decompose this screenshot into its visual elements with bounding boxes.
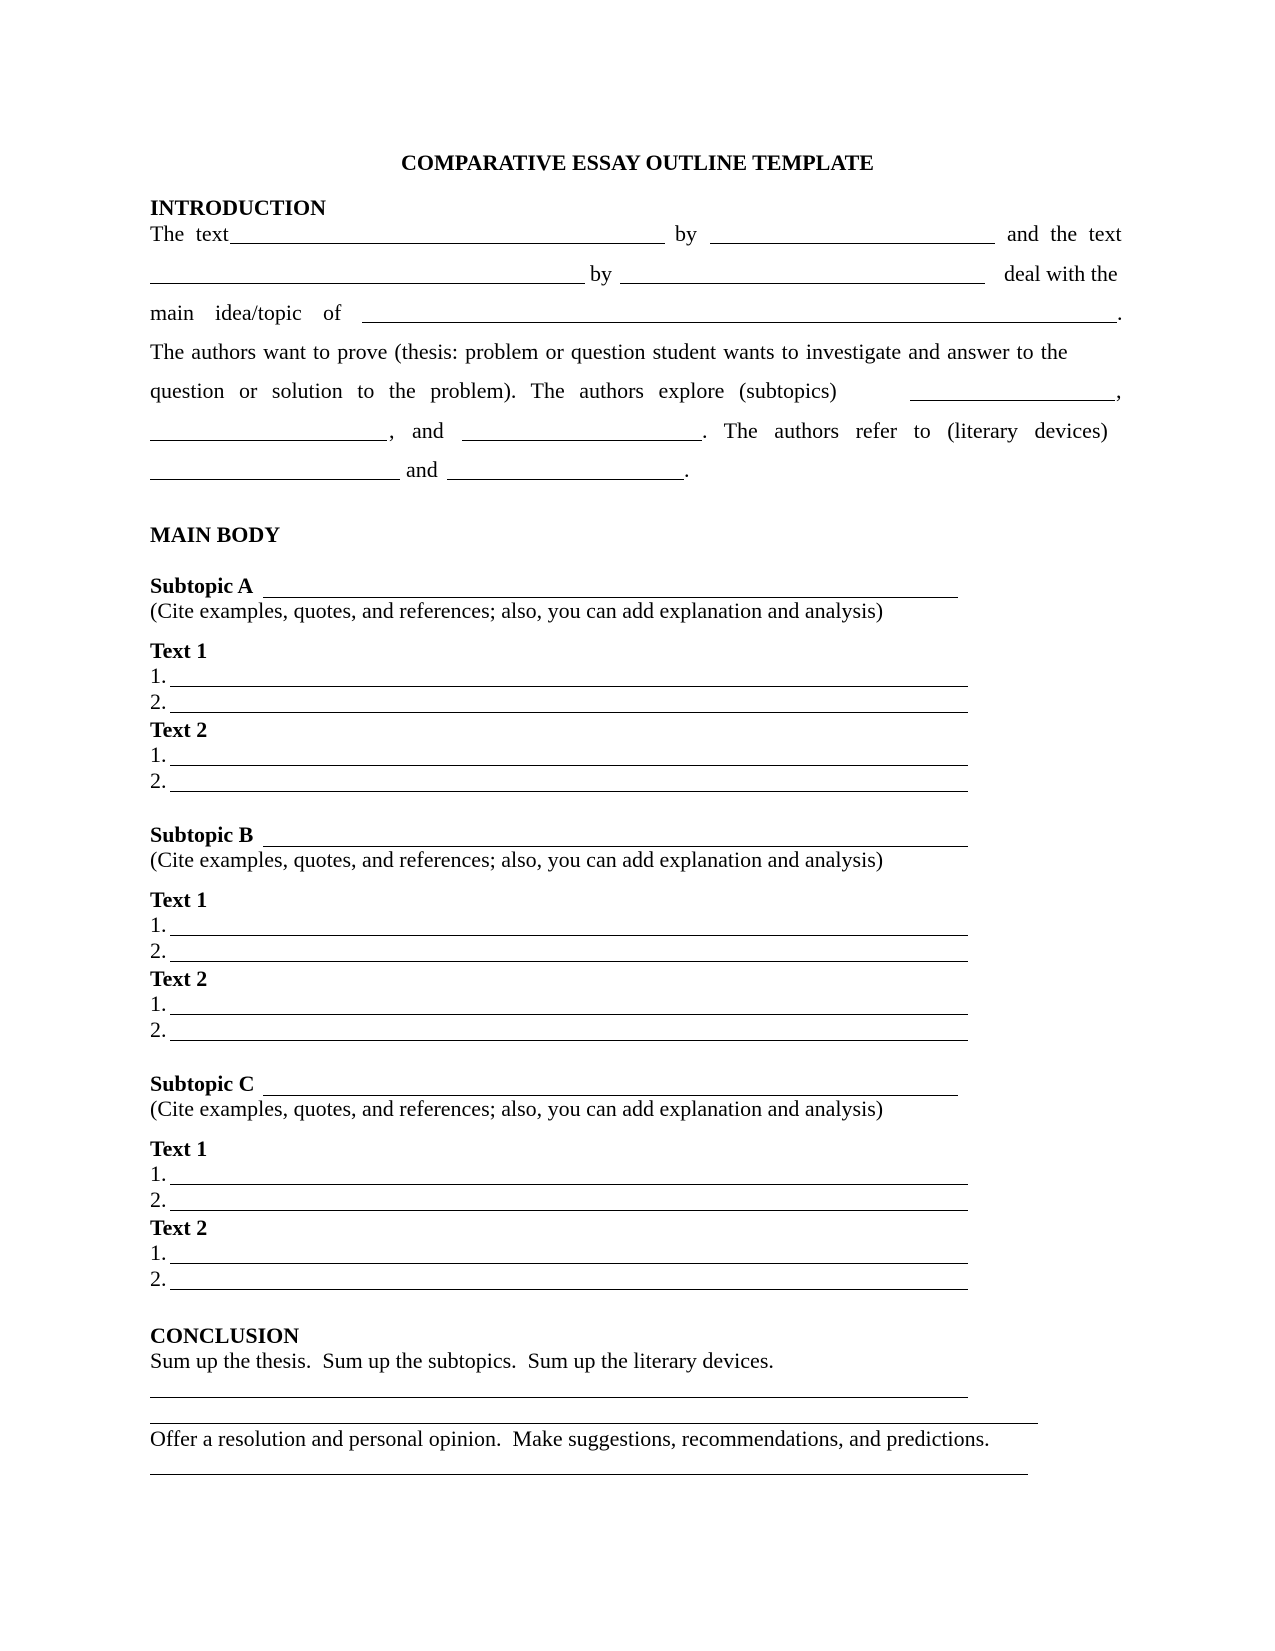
- subtopic-b-label: Subtopic B: [150, 822, 254, 847]
- subtopic-a-text2-item1-num: 1.: [150, 742, 167, 767]
- intro-line7-and: and: [406, 457, 438, 482]
- subtopic-b-text2-item2-num: 2.: [150, 1017, 167, 1042]
- literary-device-blank-1[interactable]: [150, 479, 400, 480]
- subtopic-a-text2-item2-blank[interactable]: [170, 791, 968, 792]
- subtopic-c-text2-label: Text 2: [150, 1215, 208, 1240]
- subtopic-a-text1-item1-blank[interactable]: [170, 686, 968, 687]
- subtopic-blank-1[interactable]: [910, 400, 1115, 401]
- intro-and-the-text: and the text: [1007, 221, 1122, 246]
- intro-literary-devices: . The authors refer to (literary devices): [702, 418, 1108, 443]
- intro-main: main: [150, 300, 194, 325]
- subtopic-b-text1-item1-num: 1.: [150, 912, 167, 937]
- subtopic-c-text1-item1-num: 1.: [150, 1161, 167, 1186]
- subtopic-c-text1-item2-blank[interactable]: [170, 1210, 968, 1211]
- subtopic-a-text1-item1-num: 1.: [150, 663, 167, 688]
- subtopic-c-text1-label: Text 1: [150, 1136, 208, 1161]
- conclusion-blank-1[interactable]: [150, 1397, 968, 1398]
- subtopic-c-label: Subtopic C: [150, 1071, 255, 1096]
- conclusion-heading: CONCLUSION: [150, 1323, 300, 1348]
- literary-device-blank-2[interactable]: [447, 479, 684, 480]
- text-title-blank-1[interactable]: [230, 243, 665, 244]
- intro-by-1: by: [675, 221, 697, 246]
- intro-by-2: by: [590, 261, 612, 286]
- conclusion-offer: Offer a resolution and personal opinion. Make suggestions, recommendations, and predictions.: [150, 1426, 990, 1451]
- conclusion-blank-2[interactable]: [150, 1423, 1038, 1424]
- subtopic-a-text2-label: Text 2: [150, 717, 208, 742]
- subtopic-a-text2-item1-blank[interactable]: [170, 765, 968, 766]
- page-title: COMPARATIVE ESSAY OUTLINE TEMPLATE: [401, 150, 874, 175]
- subtopic-a-text2-item2-num: 2.: [150, 768, 167, 793]
- subtopic-blank-3[interactable]: [462, 440, 702, 441]
- subtopic-b-text2-item1-blank[interactable]: [170, 1014, 968, 1015]
- introduction-heading: INTRODUCTION: [150, 195, 327, 220]
- subtopic-a-text1-item2-blank[interactable]: [170, 712, 968, 713]
- subtopic-c-text1-item2-num: 2.: [150, 1187, 167, 1212]
- intro-line6-comma-and: , and: [389, 418, 444, 443]
- subtopic-c-text2-item2-blank[interactable]: [170, 1289, 968, 1290]
- intro-deal-with-the: deal with the: [1004, 261, 1118, 286]
- subtopic-b-text2-item2-blank[interactable]: [170, 1040, 968, 1041]
- subtopic-c-text1-item1-blank[interactable]: [170, 1184, 968, 1185]
- author-blank-2[interactable]: [620, 283, 985, 284]
- subtopic-b-text2-item1-num: 1.: [150, 991, 167, 1016]
- subtopic-b-note: (Cite examples, quotes, and references; also, you can add explanation and analysis): [150, 847, 884, 872]
- intro-line3-period: .: [1117, 300, 1123, 325]
- subtopic-b-text2-label: Text 2: [150, 966, 208, 991]
- subtopic-a-text1-item2-num: 2.: [150, 689, 167, 714]
- conclusion-blank-3[interactable]: [150, 1474, 1028, 1475]
- subtopic-a-text1-label: Text 1: [150, 638, 208, 663]
- subtopic-c-text2-item2-num: 2.: [150, 1266, 167, 1291]
- intro-thesis-line: The authors want to prove (thesis: problem or question student wants to investigate and answer to the: [150, 339, 1068, 364]
- subtopic-b-text1-label: Text 1: [150, 887, 208, 912]
- intro-subtopics-line: question or solution to the problem). The authors explore (subtopics): [150, 378, 837, 403]
- subtopic-a-note: (Cite examples, quotes, and references; also, you can add explanation and analysis): [150, 598, 884, 623]
- intro-line5-comma: ,: [1116, 378, 1122, 403]
- subtopic-b-text1-item2-num: 2.: [150, 938, 167, 963]
- main-idea-blank[interactable]: [362, 322, 1117, 323]
- subtopic-c-note: (Cite examples, quotes, and references; also, you can add explanation and analysis): [150, 1096, 884, 1121]
- main-body-heading: MAIN BODY: [150, 522, 281, 547]
- subtopic-a-label: Subtopic A: [150, 573, 254, 598]
- conclusion-sum-up: Sum up the thesis. Sum up the subtopics. Sum up the literary devices.: [150, 1348, 774, 1373]
- intro-of: of: [323, 300, 342, 325]
- intro-the-text: The text: [150, 221, 229, 246]
- subtopic-blank-2[interactable]: [150, 440, 387, 441]
- intro-line7-period: .: [684, 457, 690, 482]
- author-blank-1[interactable]: [710, 243, 995, 244]
- subtopic-b-text1-item1-blank[interactable]: [170, 935, 968, 936]
- subtopic-b-text1-item2-blank[interactable]: [170, 961, 968, 962]
- subtopic-c-text2-item1-num: 1.: [150, 1240, 167, 1265]
- text-title-blank-2[interactable]: [150, 283, 585, 284]
- subtopic-c-text2-item1-blank[interactable]: [170, 1263, 968, 1264]
- intro-idea-topic: idea/topic: [215, 300, 302, 325]
